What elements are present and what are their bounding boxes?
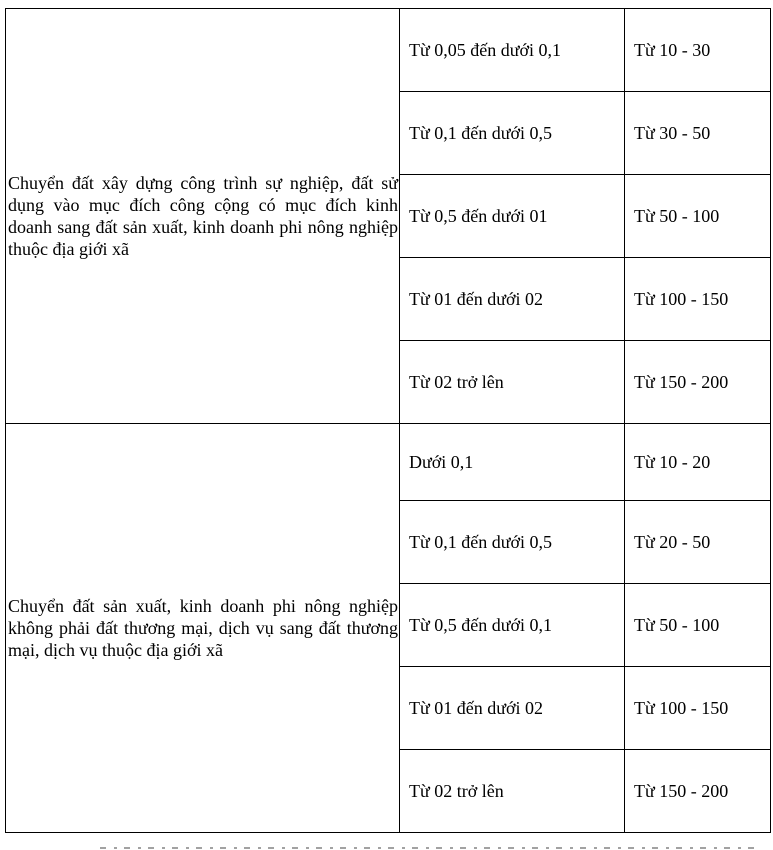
fee-cell: Từ 10 - 20	[625, 424, 771, 501]
fee-cell: Từ 50 - 100	[625, 175, 771, 258]
group-label-cell	[6, 9, 400, 424]
area-cell: Từ 0,1 đến dưới 0,5	[400, 501, 625, 584]
table-row	[6, 9, 771, 92]
table-row	[6, 424, 771, 501]
fee-cell: Từ 20 - 50	[625, 501, 771, 584]
group-label: Chuyển đất sản xuất, kinh doanh phi nông nghiệp không phải đất thương mại, dịch vụ sang đất thương mại, dịch vụ thuộc địa giới xã	[8, 596, 398, 660]
clipped-text-fragment	[100, 842, 760, 850]
fee-cell: Từ 50 - 100	[625, 584, 771, 667]
area-cell: Từ 0,1 đến dưới 0,5	[400, 92, 625, 175]
fee-cell: Từ 10 - 30	[625, 9, 771, 92]
fee-cell: Từ 30 - 50	[625, 92, 771, 175]
area-cell: Từ 0,5 đến dưới 01	[400, 175, 625, 258]
area-cell: Dưới 0,1	[400, 424, 625, 501]
area-cell: Từ 01 đến dưới 02	[400, 258, 625, 341]
fee-cell: Từ 150 - 200	[625, 750, 771, 833]
area-cell: Từ 01 đến dưới 02	[400, 667, 625, 750]
group-label-cell	[6, 424, 400, 833]
area-cell: Từ 02 trở lên	[400, 750, 625, 833]
area-cell: Từ 0,5 đến dưới 0,1	[400, 584, 625, 667]
fee-cell: Từ 100 - 150	[625, 667, 771, 750]
fee-cell: Từ 100 - 150	[625, 258, 771, 341]
group-label: Chuyển đất xây dựng công trình sự nghiệp, đất sử dụng vào mục đích công cộng có mục đích kinh doanh sang đất sản xuất, kinh doanh phi nông nghiệp thuộc địa giới xã	[8, 173, 398, 259]
area-cell: Từ 02 trở lên	[400, 341, 625, 424]
area-cell: Từ 0,05 đến dưới 0,1	[400, 9, 625, 92]
fee-cell: Từ 150 - 200	[625, 341, 771, 424]
land-fee-table	[5, 8, 771, 833]
